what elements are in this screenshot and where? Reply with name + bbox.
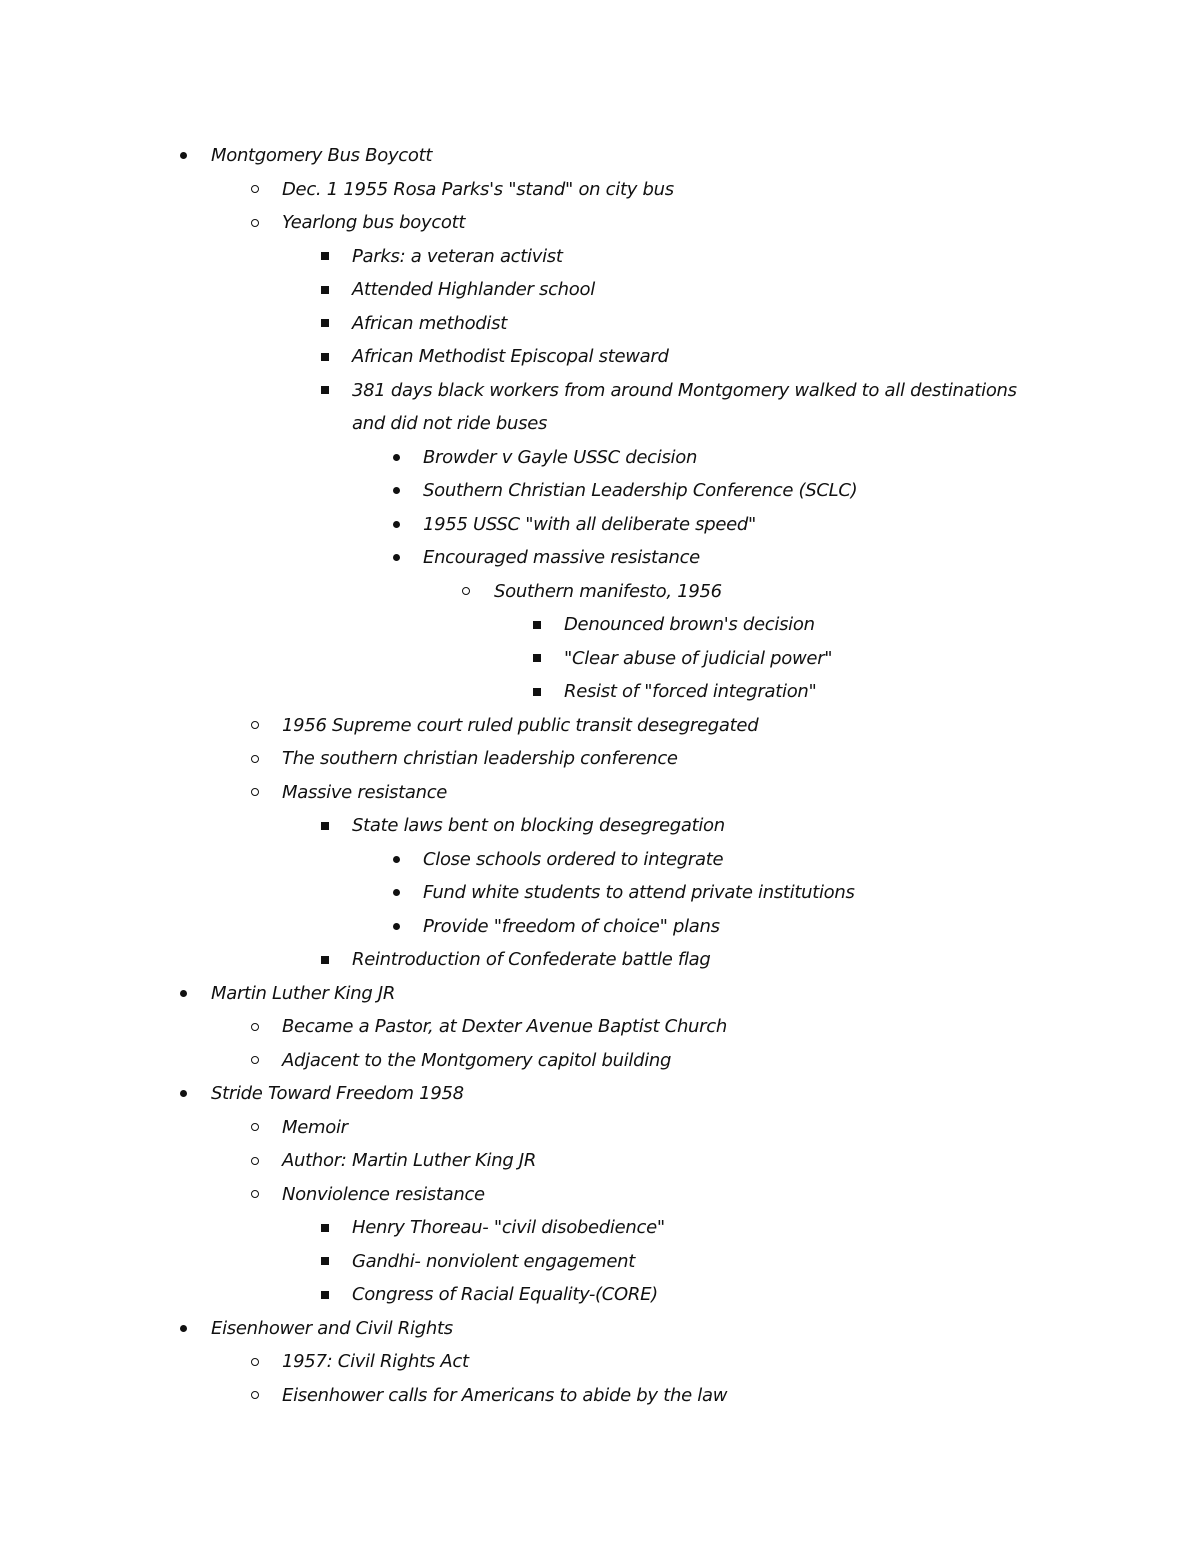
outline-item-text: 381 days black workers from around Montgomery walked to all destinations and did not ride buses — [352, 379, 1017, 434]
outline-item-text: Attended Highlander school — [352, 279, 595, 300]
outline-item-level-3 — [0, 340, 1035, 374]
outline-item-text: State laws bent on blocking desegregation — [352, 815, 725, 836]
outline-item-level-6 — [0, 675, 1035, 709]
outline-item-text: Parks: a veteran activist — [352, 245, 563, 267]
outline-item-level-4 — [0, 541, 1035, 575]
outline-item-level-4 — [0, 441, 1035, 475]
outline-item-text: Congress of Racial Equality-(CORE) — [352, 1284, 658, 1305]
notes-outline — [0, 139, 1200, 1412]
ring-bullet-icon — [245, 1010, 265, 1044]
outline-item-level-2 — [0, 206, 1035, 240]
outline-item-level-1 — [0, 977, 1035, 1011]
outline-item-text: Eisenhower and Civil Rights — [211, 1317, 453, 1339]
outline-item-level-2 — [0, 1010, 1035, 1044]
square-bullet-icon — [315, 273, 335, 307]
square-bullet-icon — [315, 1211, 335, 1245]
outline-item-text: Became a Pastor, at Dexter Avenue Baptist Church — [282, 1016, 727, 1037]
outline-item-text: Gandhi- nonviolent engagement — [352, 1250, 636, 1272]
ring-bullet-icon — [245, 1178, 265, 1212]
dot-bullet-icon — [386, 876, 406, 910]
outline-item-level-4 — [0, 508, 1035, 542]
outline-item-text: Close schools ordered to integrate — [423, 848, 724, 870]
square-bullet-icon — [315, 240, 335, 274]
square-bullet-icon — [527, 642, 547, 676]
outline-item-text: African methodist — [352, 312, 507, 334]
outline-item-level-2 — [0, 709, 1035, 743]
outline-item-level-3 — [0, 943, 1035, 977]
dot-bullet-icon — [173, 1077, 193, 1111]
outline-item-level-1 — [0, 139, 1035, 173]
outline-item-level-6 — [0, 642, 1035, 676]
ring-bullet-icon — [245, 1144, 265, 1178]
outline-item-level-2 — [0, 1345, 1035, 1379]
outline-item-text: Martin Luther King JR — [211, 982, 396, 1004]
outline-item-text: Montgomery Bus Boycott — [211, 145, 433, 166]
square-bullet-icon — [527, 675, 547, 709]
outline-item-text: 1955 USSC "with all deliberate speed" — [423, 513, 756, 535]
outline-item-text: Memoir — [282, 1116, 348, 1138]
dot-bullet-icon — [386, 910, 406, 944]
outline-item-text: Massive resistance — [282, 781, 448, 803]
dot-bullet-icon — [386, 541, 406, 575]
outline-item-level-2 — [0, 1044, 1035, 1078]
outline-item-level-6 — [0, 608, 1035, 642]
outline-item-level-4 — [0, 876, 1035, 910]
outline-item-level-3 — [0, 374, 1035, 441]
outline-item-level-2 — [0, 173, 1035, 207]
ring-bullet-icon — [245, 1044, 265, 1078]
square-bullet-icon — [315, 1245, 335, 1279]
outline-item-text: Dec. 1 1955 Rosa Parks's "stand" on city bus — [282, 178, 674, 200]
ring-bullet-icon — [245, 173, 265, 207]
outline-item-level-3 — [0, 809, 1035, 843]
outline-item-level-1 — [0, 1312, 1035, 1346]
outline-item-level-3 — [0, 1211, 1035, 1245]
dot-bullet-icon — [386, 441, 406, 475]
outline-item-text: African Methodist Episcopal steward — [352, 346, 669, 367]
ring-bullet-icon — [245, 776, 265, 810]
outline-item-level-2 — [0, 776, 1035, 810]
square-bullet-icon — [527, 608, 547, 642]
outline-item-level-1 — [0, 1077, 1035, 1111]
outline-item-level-4 — [0, 843, 1035, 877]
ring-bullet-icon — [245, 206, 265, 240]
ring-bullet-icon — [245, 1379, 265, 1413]
dot-bullet-icon — [386, 474, 406, 508]
outline-item-level-3 — [0, 1245, 1035, 1279]
outline-item-level-2 — [0, 742, 1035, 776]
outline-item-level-3 — [0, 1278, 1035, 1312]
outline-item-level-3 — [0, 307, 1035, 341]
outline-item-text: Nonviolence resistance — [282, 1183, 485, 1205]
dot-bullet-icon — [173, 139, 193, 173]
outline-item-text: Eisenhower calls for Americans to abide by the law — [282, 1384, 728, 1406]
outline-item-text: Southern Christian Leadership Conference (SCLC) — [423, 480, 858, 501]
outline-item-text: Stride Toward Freedom 1958 — [211, 1083, 464, 1104]
square-bullet-icon — [315, 809, 335, 843]
outline-item-text: Provide "freedom of choice" plans — [423, 915, 720, 937]
outline-item-level-4 — [0, 474, 1035, 508]
outline-item-level-3 — [0, 273, 1035, 307]
outline-item-text: Browder v Gayle USSC decision — [423, 446, 698, 468]
square-bullet-icon — [315, 340, 335, 374]
square-bullet-icon — [315, 374, 335, 408]
outline-item-text: Fund white students to attend private institutions — [423, 882, 855, 903]
outline-item-text: Southern manifesto, 1956 — [494, 580, 722, 602]
outline-item-text: The southern christian leadership conference — [282, 748, 678, 769]
ring-bullet-icon — [245, 742, 265, 776]
outline-item-text: Encouraged massive resistance — [423, 547, 700, 568]
square-bullet-icon — [315, 1278, 335, 1312]
outline-item-text: Resist of "forced integration" — [564, 681, 817, 702]
square-bullet-icon — [315, 307, 335, 341]
outline-item-text: Adjacent to the Montgomery capitol building — [282, 1049, 672, 1071]
outline-item-level-2 — [0, 1144, 1035, 1178]
outline-item-text: Denounced brown's decision — [564, 614, 815, 635]
ring-bullet-icon — [245, 709, 265, 743]
outline-item-level-2 — [0, 1379, 1035, 1413]
outline-item-level-4 — [0, 910, 1035, 944]
ring-bullet-icon — [245, 1345, 265, 1379]
outline-item-text: Henry Thoreau- "civil disobedience" — [352, 1217, 665, 1238]
dot-bullet-icon — [386, 508, 406, 542]
outline-item-level-5 — [0, 575, 1035, 609]
outline-item-text: "Clear abuse of judicial power" — [564, 647, 833, 669]
outline-item-text: Yearlong bus boycott — [282, 212, 466, 233]
outline-item-level-2 — [0, 1178, 1035, 1212]
outline-item-text: Reintroduction of Confederate battle flag — [352, 949, 711, 970]
outline-item-text: Author: Martin Luther King JR — [282, 1150, 537, 1171]
dot-bullet-icon — [386, 843, 406, 877]
dot-bullet-icon — [173, 977, 193, 1011]
outline-item-level-2 — [0, 1111, 1035, 1145]
outline-item-text: 1957: Civil Rights Act — [282, 1351, 469, 1372]
outline-item-level-3 — [0, 240, 1035, 274]
dot-bullet-icon — [173, 1312, 193, 1346]
square-bullet-icon — [315, 943, 335, 977]
ring-bullet-icon — [456, 575, 476, 609]
ring-bullet-icon — [245, 1111, 265, 1145]
outline-item-text: 1956 Supreme court ruled public transit desegregated — [282, 714, 759, 736]
